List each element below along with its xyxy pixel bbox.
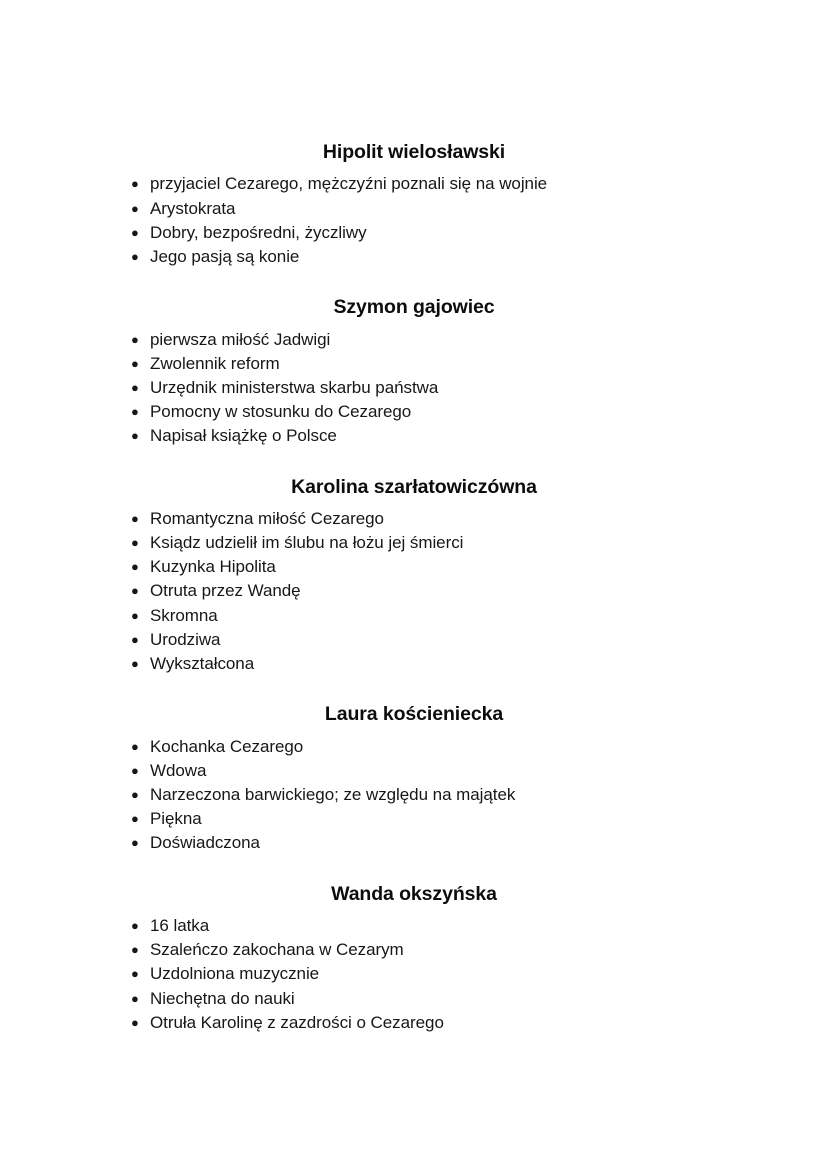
list-item bbox=[90, 628, 738, 652]
section-heading: Szymon gajowiec bbox=[333, 296, 495, 319]
list-item bbox=[90, 352, 738, 376]
bullet-list bbox=[90, 735, 738, 856]
bullet-point-icon: ● bbox=[131, 535, 139, 551]
bullet-point-icon: ● bbox=[131, 583, 139, 599]
list-item-label: Kochanka Cezarego bbox=[150, 736, 304, 756]
list-item bbox=[90, 652, 738, 676]
list-item bbox=[90, 197, 738, 221]
bullet-point-icon: ● bbox=[131, 355, 139, 371]
bullet-list bbox=[90, 172, 738, 269]
list-item bbox=[90, 962, 738, 986]
list-item bbox=[90, 604, 738, 628]
bullet-point-icon: ● bbox=[131, 200, 139, 216]
bullet-point-icon: ● bbox=[131, 1014, 139, 1030]
bullet-point-icon: ● bbox=[131, 811, 139, 827]
list-item-label: Romantyczna miłość Cezarego bbox=[150, 508, 384, 528]
bullet-point-icon: ● bbox=[131, 176, 139, 192]
list-item bbox=[90, 328, 738, 352]
bullet-point-icon: ● bbox=[131, 510, 139, 526]
bullet-point-icon: ● bbox=[131, 942, 139, 958]
list-item bbox=[90, 914, 738, 938]
section-heading: Wanda okszyńska bbox=[331, 882, 497, 905]
bullet-point-icon: ● bbox=[131, 917, 139, 933]
bullet-point-icon: ● bbox=[131, 559, 139, 575]
list-item-label: przyjaciel Cezarego, mężczyźni poznali się na wojnie bbox=[150, 174, 548, 194]
bullet-point-icon: ● bbox=[131, 990, 139, 1006]
character-section bbox=[90, 702, 738, 855]
character-section bbox=[90, 882, 738, 1035]
bullet-point-icon: ● bbox=[131, 428, 139, 444]
character-section bbox=[90, 475, 738, 677]
section-heading: Hipolit wielosławski bbox=[322, 141, 506, 163]
list-item-label: Wdowa bbox=[150, 760, 207, 780]
list-item-label: Pomocny w stosunku do Cezarego bbox=[150, 402, 412, 422]
list-item-label: Urzędnik ministerstwa skarbu państwa bbox=[150, 377, 439, 397]
bullet-point-icon: ● bbox=[131, 631, 139, 647]
section-heading: Laura kościeniecka bbox=[324, 703, 504, 726]
list-item-label: Szaleńczo zakochana w Cezarym bbox=[150, 940, 404, 960]
list-item bbox=[90, 172, 738, 196]
list-item bbox=[90, 507, 738, 531]
list-item-label: Niechętna do nauki bbox=[150, 988, 295, 1008]
list-item-label: Zwolennik reform bbox=[150, 353, 280, 373]
list-item-label: Kuzynka Hipolita bbox=[150, 557, 276, 577]
bullet-point-icon: ● bbox=[131, 331, 139, 347]
list-item bbox=[90, 759, 738, 783]
bullet-point-icon: ● bbox=[131, 835, 139, 851]
list-item-label: Jego pasją są konie bbox=[150, 246, 300, 266]
list-item-label: Otruta przez Wandę bbox=[150, 581, 301, 601]
list-item bbox=[90, 579, 738, 603]
list-item-label: 16 latka bbox=[150, 915, 210, 935]
list-item bbox=[90, 555, 738, 579]
bullet-point-icon: ● bbox=[131, 404, 139, 420]
bullet-list bbox=[90, 328, 738, 449]
list-item-label: pierwsza miłość Jadwigi bbox=[150, 329, 331, 349]
bullet-point-icon: ● bbox=[131, 656, 139, 672]
list-item bbox=[90, 245, 738, 269]
list-item bbox=[90, 831, 738, 855]
list-item bbox=[90, 400, 738, 424]
list-item bbox=[90, 424, 738, 448]
list-item bbox=[90, 531, 738, 555]
list-item-label: Napisał książkę o Polsce bbox=[150, 426, 337, 446]
document-body bbox=[90, 140, 738, 1035]
list-item bbox=[90, 376, 738, 400]
list-item-label: Otruła Karolinę z zazdrości o Cezarego bbox=[150, 1012, 444, 1032]
list-item-label: Uzdolniona muzycznie bbox=[150, 964, 320, 984]
list-item bbox=[90, 987, 738, 1011]
list-item bbox=[90, 783, 738, 807]
bullet-list bbox=[90, 507, 738, 676]
bullet-point-icon: ● bbox=[131, 248, 139, 264]
list-item bbox=[90, 807, 738, 831]
bullet-point-icon: ● bbox=[131, 787, 139, 803]
list-item bbox=[90, 735, 738, 759]
bullet-point-icon: ● bbox=[131, 738, 139, 754]
list-item-label: Doświadczona bbox=[150, 833, 260, 853]
list-item-label: Narzeczona barwickiego; ze względu na majątek bbox=[150, 785, 516, 805]
bullet-point-icon: ● bbox=[131, 379, 139, 395]
list-item-label: Wykształcona bbox=[150, 654, 255, 674]
bullet-list bbox=[90, 914, 738, 1035]
list-item bbox=[90, 938, 738, 962]
character-section bbox=[90, 295, 738, 448]
character-section bbox=[90, 140, 738, 269]
list-item-label: Piękna bbox=[150, 809, 202, 829]
list-item-label: Urodziwa bbox=[150, 629, 221, 649]
bullet-point-icon: ● bbox=[131, 224, 139, 240]
list-item-label: Dobry, bezpośredni, życzliwy bbox=[150, 222, 367, 242]
bullet-point-icon: ● bbox=[131, 966, 139, 982]
bullet-point-icon: ● bbox=[131, 762, 139, 778]
section-heading: Karolina szarłatowiczówna bbox=[291, 475, 537, 498]
list-item-label: Ksiądz udzielił im ślubu na łożu jej śmierci bbox=[150, 533, 464, 553]
list-item bbox=[90, 221, 738, 245]
list-item-label: Skromna bbox=[150, 605, 218, 625]
list-item-label: Arystokrata bbox=[150, 198, 236, 218]
list-item bbox=[90, 1011, 738, 1035]
bullet-point-icon: ● bbox=[131, 607, 139, 623]
